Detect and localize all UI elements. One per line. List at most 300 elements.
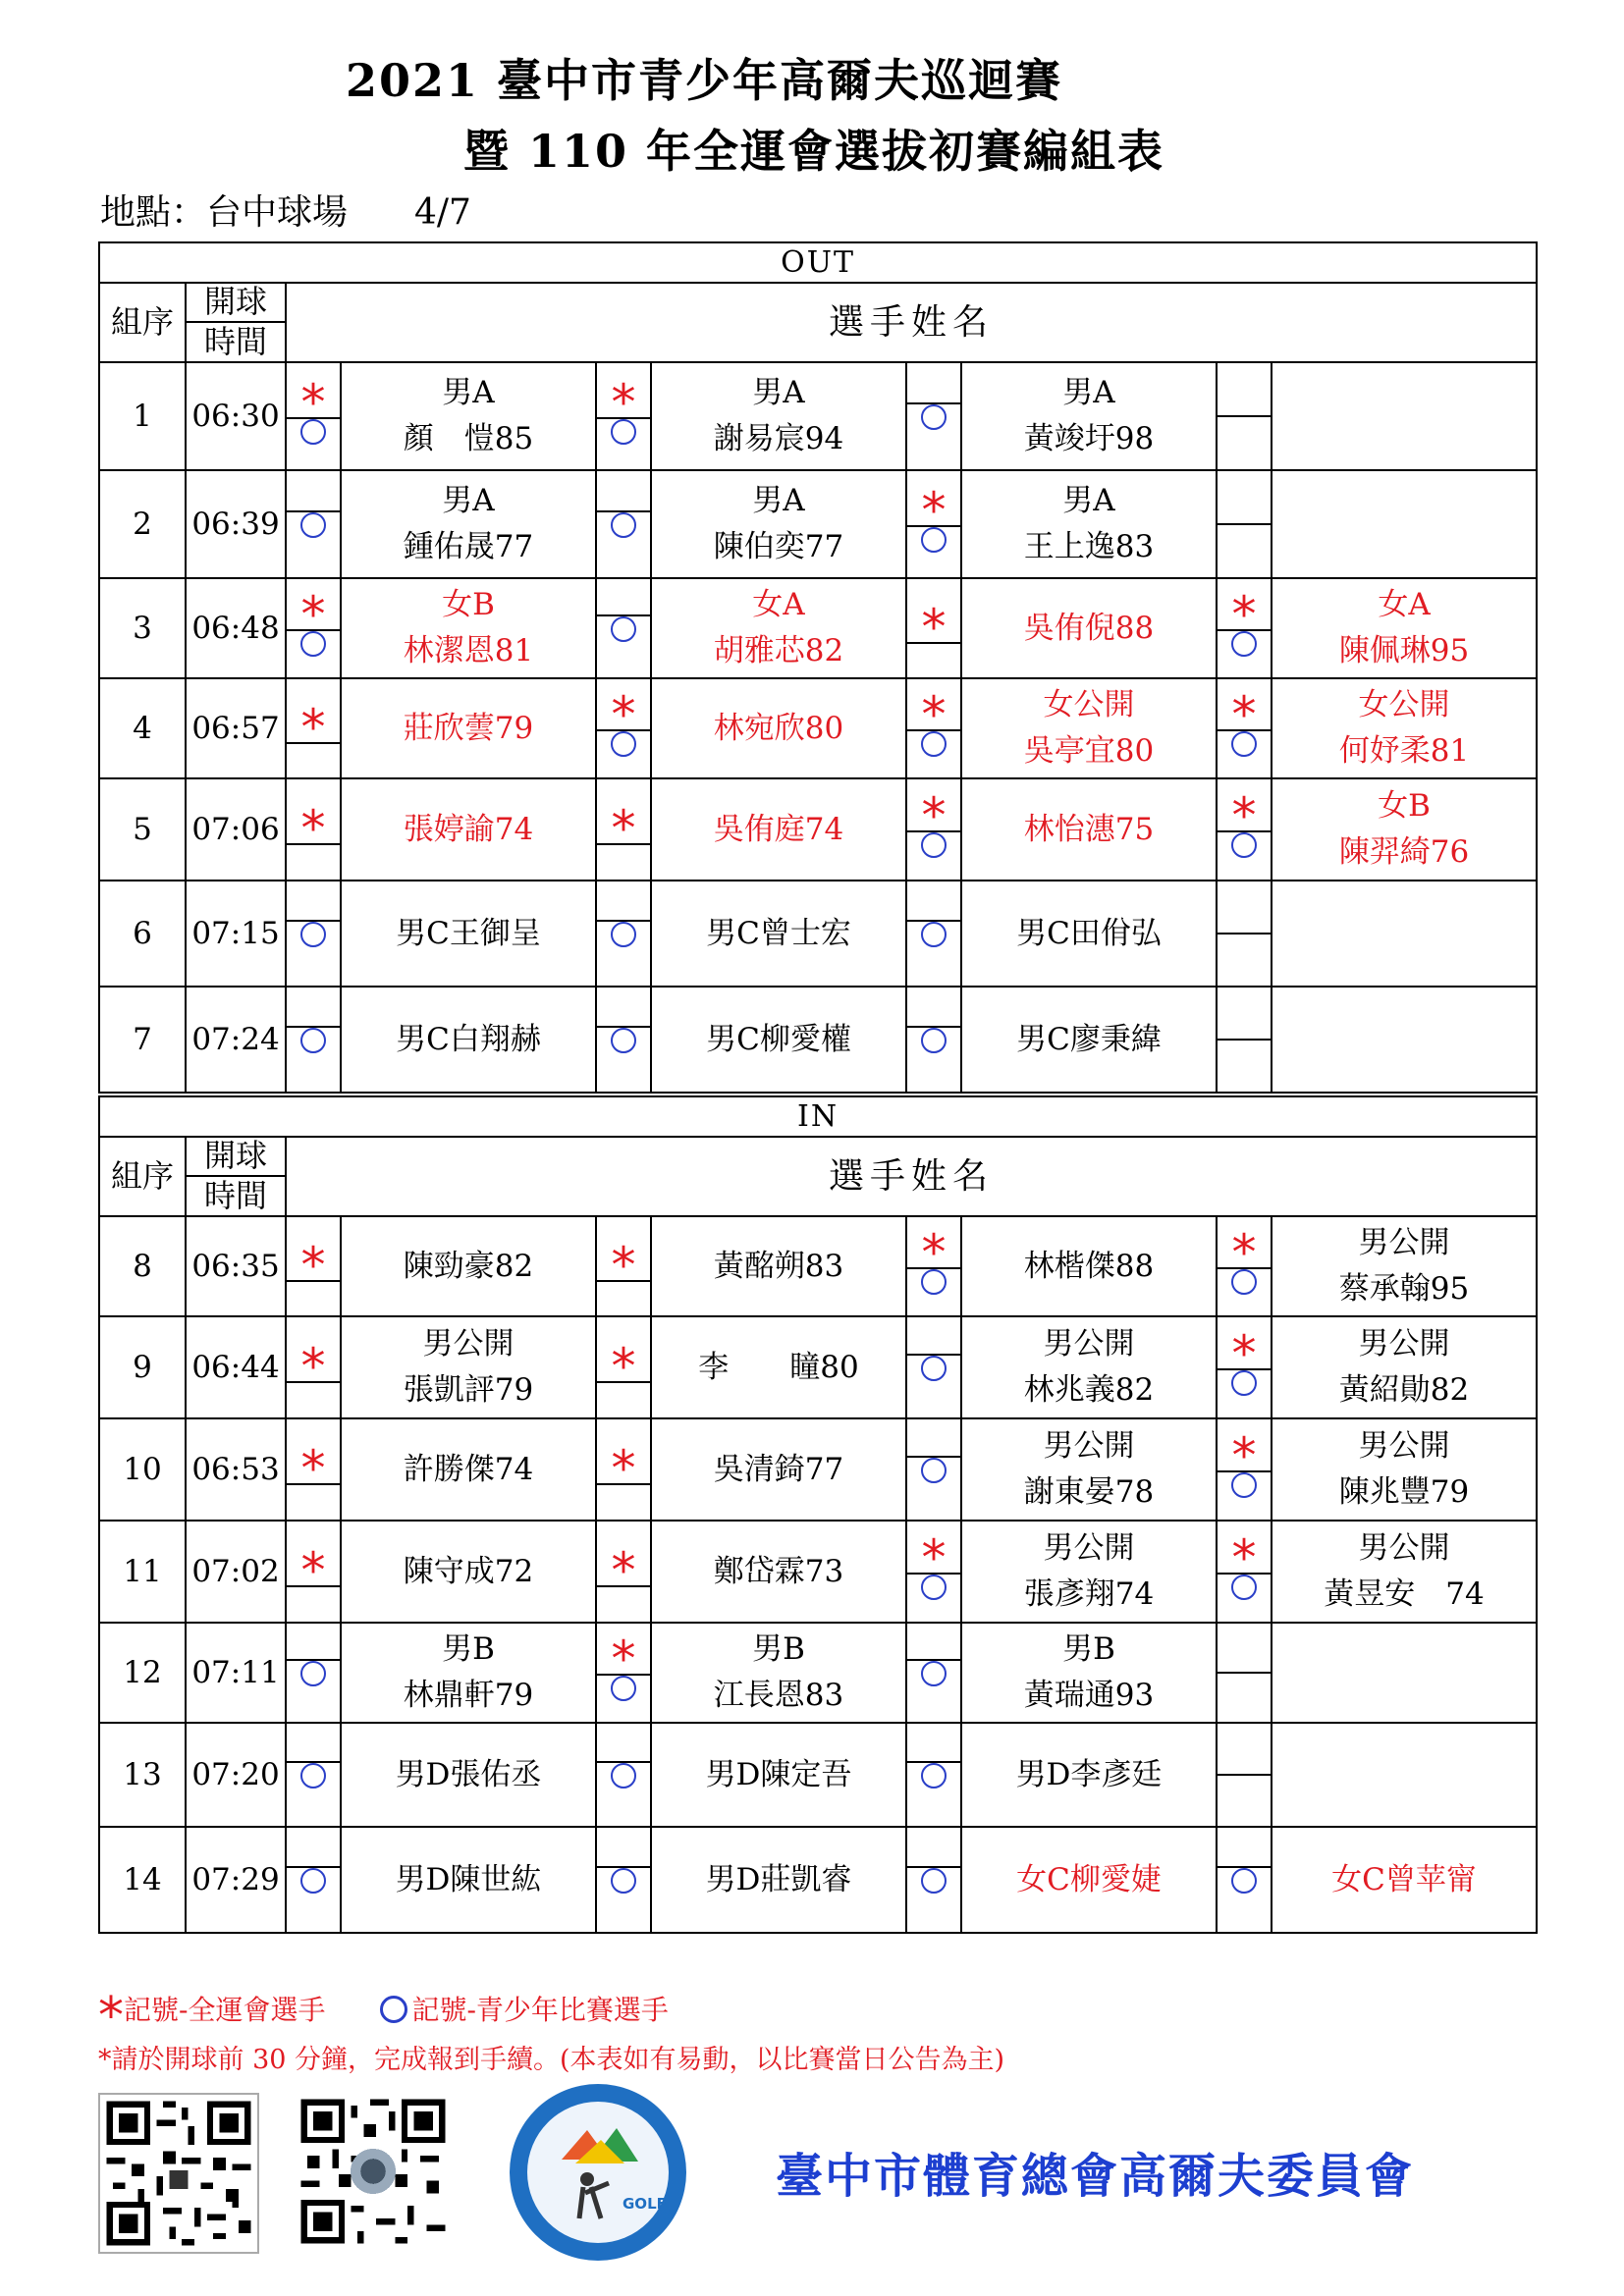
- player-name: 謝易宸94: [713, 421, 844, 456]
- star-icon: *: [300, 1440, 326, 1497]
- circle-icon: [611, 616, 636, 642]
- tee-time: 06:53: [186, 1418, 286, 1521]
- tee-header-line1: 開球: [186, 283, 286, 322]
- mark-cell: [596, 881, 651, 987]
- player-cell: [651, 881, 906, 987]
- star-icon: *: [1231, 1325, 1257, 1382]
- circle-icon: [921, 1458, 947, 1483]
- tee-time: 06:48: [186, 578, 286, 678]
- player-cell: [961, 778, 1217, 881]
- player-cell: [961, 470, 1217, 578]
- section-header: OUT: [99, 242, 1537, 283]
- group-row: [99, 362, 1537, 470]
- player-division: 男A: [442, 483, 495, 519]
- player-division: 男公開: [1358, 1530, 1450, 1567]
- circle-icon: [611, 922, 636, 947]
- venue-date: 4/7: [414, 192, 471, 233]
- star-icon: *: [611, 374, 636, 431]
- star-icon: *: [300, 1237, 326, 1294]
- player-name: 王上逸83: [1023, 529, 1155, 564]
- tee-time: 06:57: [186, 678, 286, 778]
- player-division: 男公開: [1358, 1326, 1450, 1362]
- tee-header-line2: 時間: [186, 322, 286, 362]
- player-cell: [961, 1418, 1217, 1521]
- group-number: 11: [99, 1521, 186, 1623]
- group-row: [99, 987, 1537, 1093]
- circle-icon: [300, 419, 326, 445]
- player-cell: [1272, 470, 1537, 578]
- mark-cell: [596, 1418, 651, 1521]
- player-name: 男C田佾弘: [1016, 915, 1162, 951]
- tee-header-line2: 時間: [186, 1176, 286, 1216]
- player-name: 張婷諭74: [403, 811, 534, 847]
- player-division: 女B: [1378, 788, 1431, 825]
- circle-icon: [921, 1028, 947, 1053]
- player-cell: [651, 1521, 906, 1623]
- player-name: 黃昱安 74: [1324, 1576, 1485, 1612]
- player-cell: [651, 987, 906, 1093]
- group-header: 組序: [99, 283, 186, 362]
- player-cell: [1272, 778, 1537, 881]
- mark-cell: [906, 987, 961, 1093]
- group-number: 8: [99, 1216, 186, 1316]
- player-cell: [651, 778, 906, 881]
- organization-name: 臺中市體育總會高爾夫委員會: [776, 2149, 1415, 2204]
- player-name: 男D陳世紘: [395, 1861, 542, 1897]
- tee-time: 06:44: [186, 1316, 286, 1418]
- star-icon: *: [921, 1224, 947, 1281]
- mark-cell: [906, 881, 961, 987]
- player-name: 林楷傑88: [1023, 1248, 1155, 1284]
- player-name: 女C曾苹甯: [1331, 1861, 1477, 1897]
- player-name: 陳佩琳95: [1338, 633, 1470, 668]
- player-name: 吳侑倪88: [1023, 610, 1155, 646]
- star-icon: *: [1231, 1427, 1257, 1484]
- group-row: [99, 778, 1537, 881]
- player-division: 男公開: [1043, 1530, 1135, 1567]
- player-division: 男公開: [422, 1326, 514, 1362]
- group-number: 3: [99, 578, 186, 678]
- star-icon: *: [1231, 686, 1257, 743]
- mark-cell: [906, 678, 961, 778]
- player-name: 吳亭宜80: [1023, 733, 1155, 769]
- mark-cell: [1217, 1521, 1272, 1623]
- mark-cell: [596, 1623, 651, 1723]
- mark-cell: [1217, 578, 1272, 678]
- mark-cell: [286, 678, 341, 778]
- group-number: 6: [99, 881, 186, 987]
- player-name: 吳侑庭74: [713, 811, 844, 847]
- mark-cell: [596, 1723, 651, 1827]
- circle-icon: [611, 1868, 636, 1894]
- player-name: 陳守成72: [403, 1553, 534, 1589]
- mark-cell: [286, 578, 341, 678]
- player-division: 男A: [752, 483, 805, 519]
- player-cell: [961, 1316, 1217, 1418]
- mark-cell: [596, 362, 651, 470]
- player-division: 男B: [442, 1631, 495, 1668]
- section-header: IN: [99, 1096, 1537, 1137]
- star-icon: *: [1231, 787, 1257, 844]
- circle-icon: [1231, 631, 1257, 657]
- player-name: 女C柳愛婕: [1016, 1861, 1162, 1897]
- mark-cell: [286, 1316, 341, 1418]
- tee-time: 07:11: [186, 1623, 286, 1723]
- player-cell: [341, 678, 596, 778]
- player-name: 莊欣蕓79: [403, 710, 534, 746]
- venue-label: 地點：台中球場: [100, 192, 349, 233]
- star-icon: *: [921, 787, 947, 844]
- mark-cell: [286, 1216, 341, 1316]
- circle-icon: [921, 404, 947, 430]
- player-cell: [341, 578, 596, 678]
- circle-icon: [611, 1676, 636, 1701]
- player-cell: [1272, 578, 1537, 678]
- player-name: 江長恩83: [713, 1678, 844, 1713]
- tee-time: 07:24: [186, 987, 286, 1093]
- tee-time: 06:35: [186, 1216, 286, 1316]
- circle-icon: [380, 1996, 407, 2023]
- player-division: 男A: [442, 375, 495, 411]
- group-row: [99, 1623, 1537, 1723]
- player-cell: [651, 1216, 906, 1316]
- mark-cell: [286, 987, 341, 1093]
- circle-icon: [921, 832, 947, 858]
- player-name: 男D莊凱睿: [705, 1861, 852, 1897]
- mark-cell: [596, 778, 651, 881]
- player-name: 鄭岱霖73: [713, 1553, 844, 1589]
- mark-cell: [1217, 778, 1272, 881]
- player-cell: [961, 881, 1217, 987]
- mark-cell: [596, 678, 651, 778]
- player-cell: [341, 1723, 596, 1827]
- circle-icon: [300, 1028, 326, 1053]
- player-cell: [651, 362, 906, 470]
- group-row: [99, 1723, 1537, 1827]
- star-icon: *: [921, 1529, 947, 1586]
- player-division: 男A: [1062, 375, 1115, 411]
- group-row: [99, 1316, 1537, 1418]
- player-name: 黃瑞通93: [1023, 1678, 1155, 1713]
- star-icon: *: [611, 1630, 636, 1687]
- player-cell: [341, 778, 596, 881]
- circle-icon: [611, 512, 636, 538]
- circle-icon: [921, 1269, 947, 1295]
- mark-cell: [596, 1827, 651, 1933]
- player-cell: [341, 470, 596, 578]
- star-icon: *: [921, 686, 947, 743]
- player-division: 女公開: [1358, 687, 1450, 723]
- star-icon: *: [300, 1338, 326, 1395]
- player-name: 男C白翔赫: [396, 1021, 541, 1057]
- mark-cell: [596, 470, 651, 578]
- group-row: [99, 881, 1537, 987]
- group-number: 7: [99, 987, 186, 1093]
- player-name: 林鼎軒79: [403, 1678, 534, 1713]
- circle-icon: [300, 631, 326, 657]
- player-name: 黃紹勛82: [1338, 1372, 1470, 1408]
- player-cell: [1272, 1216, 1537, 1316]
- circle-icon: [921, 1661, 947, 1686]
- player-cell: [1272, 881, 1537, 987]
- circle-icon: [611, 731, 636, 757]
- circle-icon: [921, 1868, 947, 1894]
- player-cell: [341, 1216, 596, 1316]
- star-icon: *: [921, 482, 947, 539]
- circle-icon: [300, 922, 326, 947]
- player-cell: [1272, 1827, 1537, 1933]
- star-icon: *: [611, 1338, 636, 1395]
- star-icon: *: [921, 599, 947, 656]
- players-header: 選手姓名: [286, 1137, 1537, 1216]
- player-name: 吳清錡77: [713, 1451, 844, 1487]
- player-name: 男D李彥廷: [1015, 1756, 1163, 1792]
- player-name: 陳羿綺76: [1338, 834, 1470, 870]
- circle-icon: [921, 1575, 947, 1600]
- player-cell: [961, 362, 1217, 470]
- mark-cell: [1217, 1418, 1272, 1521]
- player-name: 許勝傑74: [403, 1451, 534, 1487]
- mark-cell: [286, 470, 341, 578]
- player-name: 何妤柔81: [1338, 733, 1470, 769]
- group-row: [99, 1216, 1537, 1316]
- player-cell: [341, 1827, 596, 1933]
- group-row: [99, 1521, 1537, 1623]
- player-cell: [341, 362, 596, 470]
- mark-cell: [596, 1316, 651, 1418]
- tee-time: 07:15: [186, 881, 286, 987]
- check-in-note: *請於開球前 30 分鐘，完成報到手續。(本表如有易動，以比賽當日公告為主): [98, 2045, 1005, 2075]
- mark-cell: [906, 1316, 961, 1418]
- player-cell: [1272, 1623, 1537, 1723]
- logo-text: GOLF: [623, 2195, 667, 2213]
- star-icon: *: [300, 374, 326, 431]
- player-name: 鍾佑晟77: [403, 529, 534, 564]
- player-cell: [651, 578, 906, 678]
- circle-icon: [921, 731, 947, 757]
- player-cell: [1272, 362, 1537, 470]
- mark-cell: [906, 470, 961, 578]
- venue-line: [100, 185, 471, 235]
- mark-cell: [1217, 881, 1272, 987]
- circle-icon: [1231, 1370, 1257, 1396]
- player-name: 李 瞳80: [698, 1349, 859, 1385]
- legend-circle-text: 記號-青少年比賽選手: [411, 1994, 669, 2026]
- circle-icon: [921, 527, 947, 553]
- star-icon: *: [1231, 1529, 1257, 1586]
- mark-cell: [286, 1521, 341, 1623]
- star-icon: *: [611, 1542, 636, 1599]
- tee-header-line1: 開球: [186, 1137, 286, 1176]
- circle-icon: [921, 922, 947, 947]
- legend-star-text: 記號-全運會選手: [124, 1994, 326, 2026]
- mark-cell: [1217, 1723, 1272, 1827]
- mark-cell: [906, 578, 961, 678]
- tee-time: 07:06: [186, 778, 286, 881]
- player-division: 女A: [1378, 587, 1431, 623]
- mark-cell: [286, 1418, 341, 1521]
- player-name: 顏 愷85: [403, 421, 534, 456]
- tee-time: 07:29: [186, 1827, 286, 1933]
- star-icon: *: [1231, 1224, 1257, 1281]
- player-cell: [961, 578, 1217, 678]
- circle-icon: [300, 1868, 326, 1894]
- qr-code-icon: [295, 2093, 452, 2250]
- player-name: 男D張佑丞: [395, 1756, 542, 1792]
- circle-icon: [1231, 1575, 1257, 1600]
- player-cell: [651, 1723, 906, 1827]
- player-cell: [341, 1623, 596, 1723]
- mark-cell: [906, 1723, 961, 1827]
- mark-cell: [906, 1418, 961, 1521]
- tee-time: 06:39: [186, 470, 286, 578]
- player-cell: [341, 987, 596, 1093]
- mark-cell: [1217, 362, 1272, 470]
- circle-icon: [300, 1661, 326, 1686]
- player-cell: [961, 678, 1217, 778]
- mark-cell: [286, 1827, 341, 1933]
- player-division: 男公開: [1358, 1428, 1450, 1465]
- mark-cell: [906, 1623, 961, 1723]
- player-cell: [1272, 1723, 1537, 1827]
- player-cell: [1272, 1316, 1537, 1418]
- player-name: 林潔恩81: [403, 633, 534, 668]
- mark-cell: [906, 362, 961, 470]
- circle-icon: [300, 1763, 326, 1789]
- mark-cell: [1217, 987, 1272, 1093]
- circle-icon: [1231, 832, 1257, 858]
- group-number: 1: [99, 362, 186, 470]
- player-cell: [1272, 1521, 1537, 1623]
- group-row: [99, 470, 1537, 578]
- player-cell: [961, 987, 1217, 1093]
- player-name: 男C柳愛權: [706, 1021, 851, 1057]
- group-number: 10: [99, 1418, 186, 1521]
- title-line-1: 2021 臺中市青少年高爾夫巡迴賽: [346, 54, 1063, 107]
- player-cell: [651, 1316, 906, 1418]
- player-name: 陳伯奕77: [713, 529, 844, 564]
- player-division: 女公開: [1043, 687, 1135, 723]
- player-division: 女B: [442, 587, 495, 623]
- group-number: 4: [99, 678, 186, 778]
- mark-cell: [1217, 1316, 1272, 1418]
- player-name: 黃酩朔83: [713, 1248, 844, 1284]
- player-cell: [651, 678, 906, 778]
- star-icon: *: [611, 800, 636, 857]
- mark-cell: [286, 1723, 341, 1827]
- mark-cell: [596, 987, 651, 1093]
- player-name: 張彥翔74: [1023, 1576, 1155, 1612]
- star-icon: *: [300, 586, 326, 643]
- mark-cell: [286, 362, 341, 470]
- player-cell: [651, 1623, 906, 1723]
- circle-icon: [611, 419, 636, 445]
- group-number: 12: [99, 1623, 186, 1723]
- player-name: 黃竣圩98: [1023, 421, 1155, 456]
- player-cell: [1272, 987, 1537, 1093]
- group-row: [99, 1827, 1537, 1933]
- group-row: [99, 578, 1537, 678]
- circle-icon: [1231, 1868, 1257, 1894]
- player-name: 男C王御呈: [396, 915, 541, 951]
- player-division: 男公開: [1043, 1428, 1135, 1465]
- player-cell: [651, 1418, 906, 1521]
- mark-cell: [1217, 678, 1272, 778]
- mark-cell: [596, 578, 651, 678]
- mark-cell: [1217, 1216, 1272, 1316]
- mark-cell: [596, 1216, 651, 1316]
- mark-cell: [596, 1521, 651, 1623]
- group-row: [99, 678, 1537, 778]
- star-icon: *: [300, 800, 326, 857]
- circle-icon: [921, 1356, 947, 1381]
- tee-time: 07:20: [186, 1723, 286, 1827]
- group-number: 9: [99, 1316, 186, 1418]
- player-cell: [341, 881, 596, 987]
- player-cell: [341, 1418, 596, 1521]
- player-name: 林怡潓75: [1023, 811, 1155, 847]
- circle-icon: [611, 1763, 636, 1789]
- golf-logo-icon: [507, 2081, 689, 2264]
- mark-cell: [906, 1521, 961, 1623]
- out-schedule-table: [98, 241, 1538, 1094]
- player-division: 男A: [1062, 483, 1115, 519]
- star-icon: *: [300, 1542, 326, 1599]
- player-name: 胡雅芯82: [713, 633, 844, 668]
- mark-cell: [1217, 1827, 1272, 1933]
- legend: [98, 1987, 669, 2046]
- player-cell: [341, 1316, 596, 1418]
- group-number: 14: [99, 1827, 186, 1933]
- star-icon: *: [611, 1237, 636, 1294]
- player-cell: [341, 1521, 596, 1623]
- player-name: 張凱評79: [403, 1372, 534, 1408]
- group-number: 5: [99, 778, 186, 881]
- player-cell: [961, 1827, 1217, 1933]
- player-name: 謝東晏78: [1023, 1474, 1155, 1510]
- circle-icon: [921, 1763, 947, 1789]
- tee-time: 07:02: [186, 1521, 286, 1623]
- qr-code-icon: [98, 2093, 259, 2254]
- group-header: 組序: [99, 1137, 186, 1216]
- player-cell: [961, 1521, 1217, 1623]
- player-name: 陳兆豐79: [1338, 1474, 1470, 1510]
- mark-cell: [906, 1216, 961, 1316]
- player-division: 男B: [1062, 1631, 1115, 1668]
- circle-icon: [300, 512, 326, 538]
- circle-icon: [1231, 1269, 1257, 1295]
- player-name: 林兆義82: [1023, 1372, 1155, 1408]
- star-icon: *: [1231, 586, 1257, 643]
- player-name: 蔡承翰95: [1338, 1271, 1470, 1307]
- star-icon: *: [98, 1987, 124, 2046]
- player-name: 男C廖秉緯: [1016, 1021, 1162, 1057]
- title-line-2: 暨 110 年全運會選拔初賽編組表: [463, 125, 1165, 178]
- player-name: 男C曾士宏: [706, 915, 851, 951]
- circle-icon: [611, 1028, 636, 1053]
- in-schedule-table: [98, 1095, 1538, 1934]
- players-header: 選手姓名: [286, 283, 1537, 362]
- player-name: 陳勁豪82: [403, 1248, 534, 1284]
- player-cell: [961, 1623, 1217, 1723]
- mark-cell: [1217, 470, 1272, 578]
- player-name: 男D陳定吾: [705, 1756, 852, 1792]
- player-cell: [961, 1723, 1217, 1827]
- tee-time: 06:30: [186, 362, 286, 470]
- player-cell: [961, 1216, 1217, 1316]
- player-name: 林宛欣80: [713, 710, 844, 746]
- star-icon: *: [611, 1440, 636, 1497]
